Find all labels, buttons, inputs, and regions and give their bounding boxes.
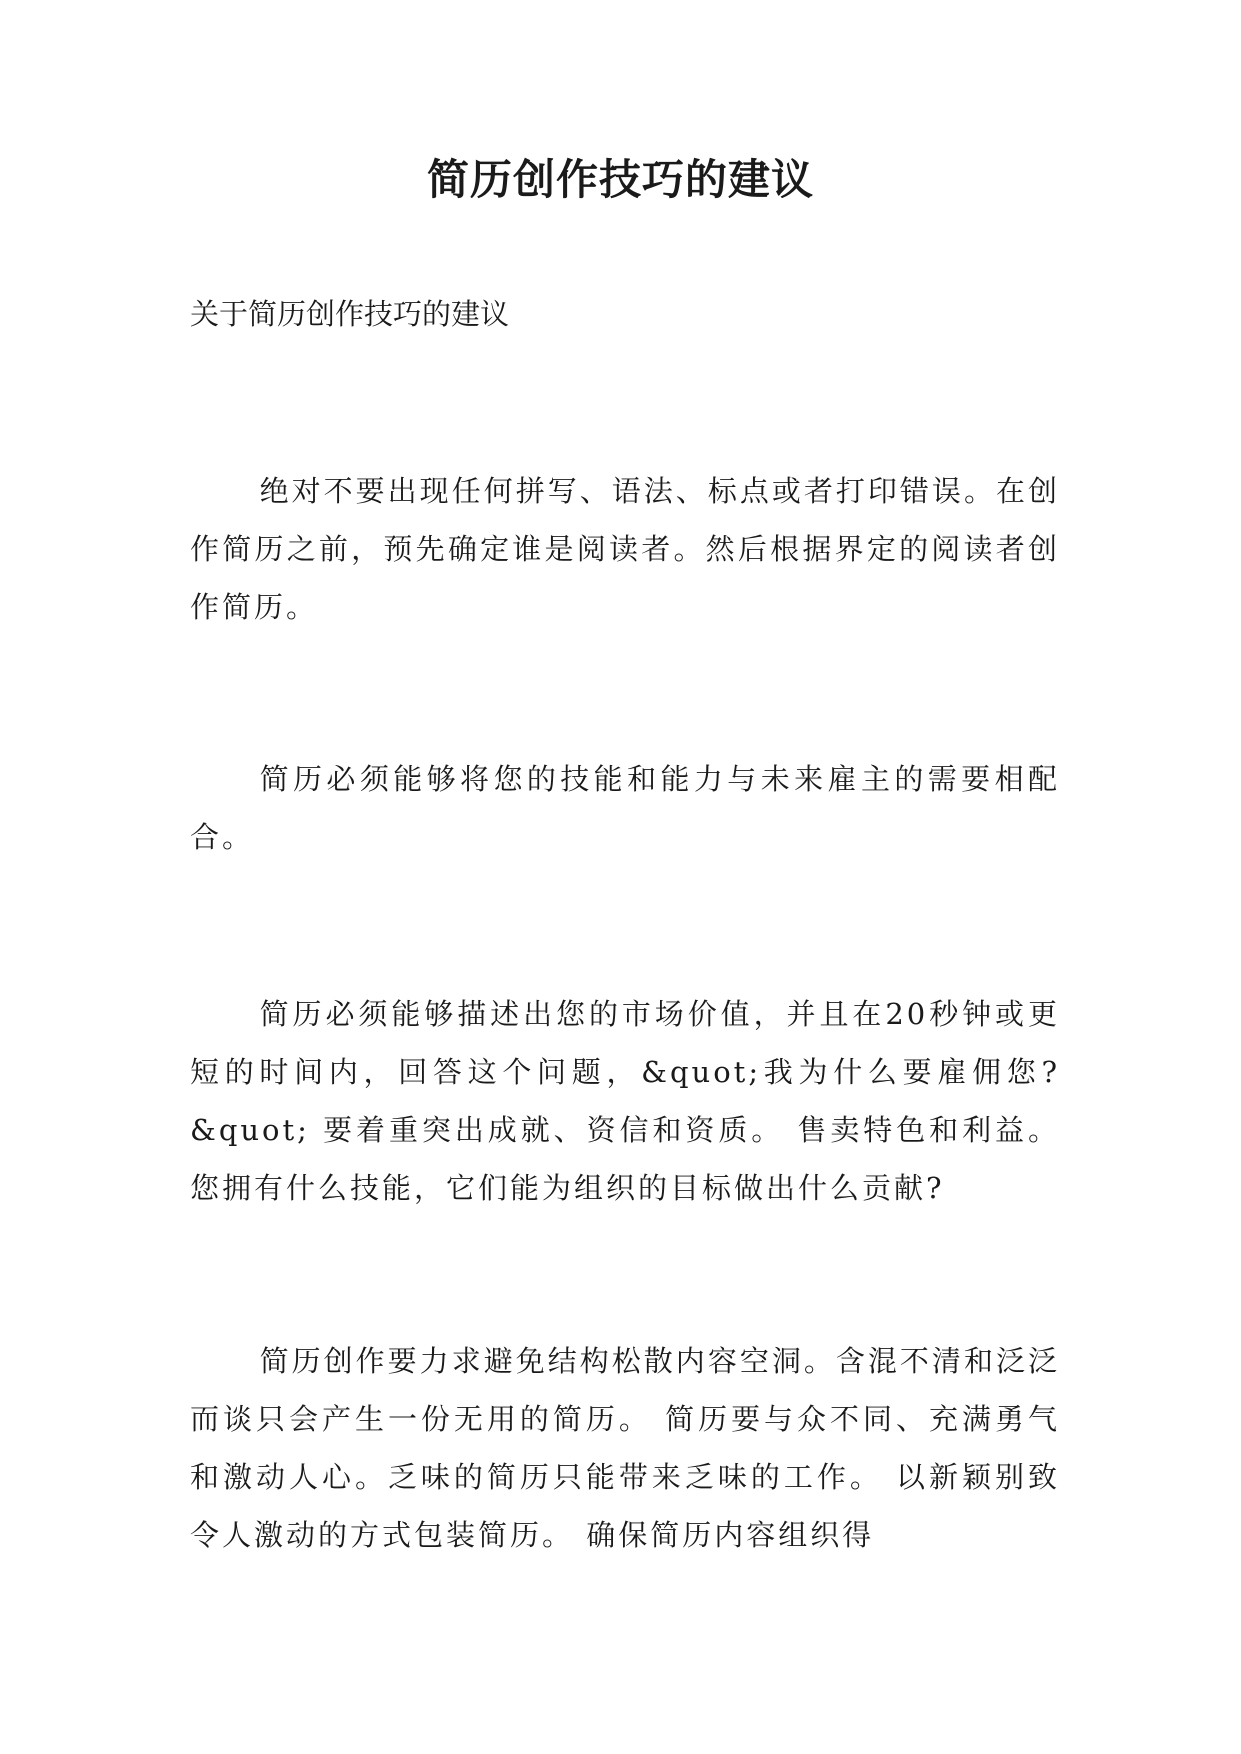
paragraph-3: 简历必须能够描述出您的市场价值，并且在20秒钟或更短的时间内，回答这个问题，&quot;我为什么要雇佣您?&quot; 要着重突出成就、资信和资质。 售卖特色和利益。您拥有什么技能，它们能为组织的目标做出什么贡献? — [190, 997, 1060, 1205]
paragraph-4: 简历创作要力求避免结构松散内容空洞。含混不清和泛泛而谈只会产生一份无用的简历。 简历要与众不同、充满勇气和激动人心。乏味的简历只能带来乏味的工作。 以新颖别致令人激动的方式包装简历。 确保简历内容组织得 — [190, 1344, 1060, 1552]
paragraph-2: 简历必须能够将您的技能和能力与未来雇主的需要相配合。 — [190, 762, 1060, 854]
document-title: 简历创作技巧的建议 — [426, 155, 814, 204]
paragraph-1: 绝对不要出现任何拼写、语法、标点或者打印错误。在创作简历之前，预先确定谁是阅读者。然后根据界定的阅读者创作简历。 — [190, 474, 1060, 624]
document-subtitle: 关于简历创作技巧的建议 — [190, 297, 510, 331]
